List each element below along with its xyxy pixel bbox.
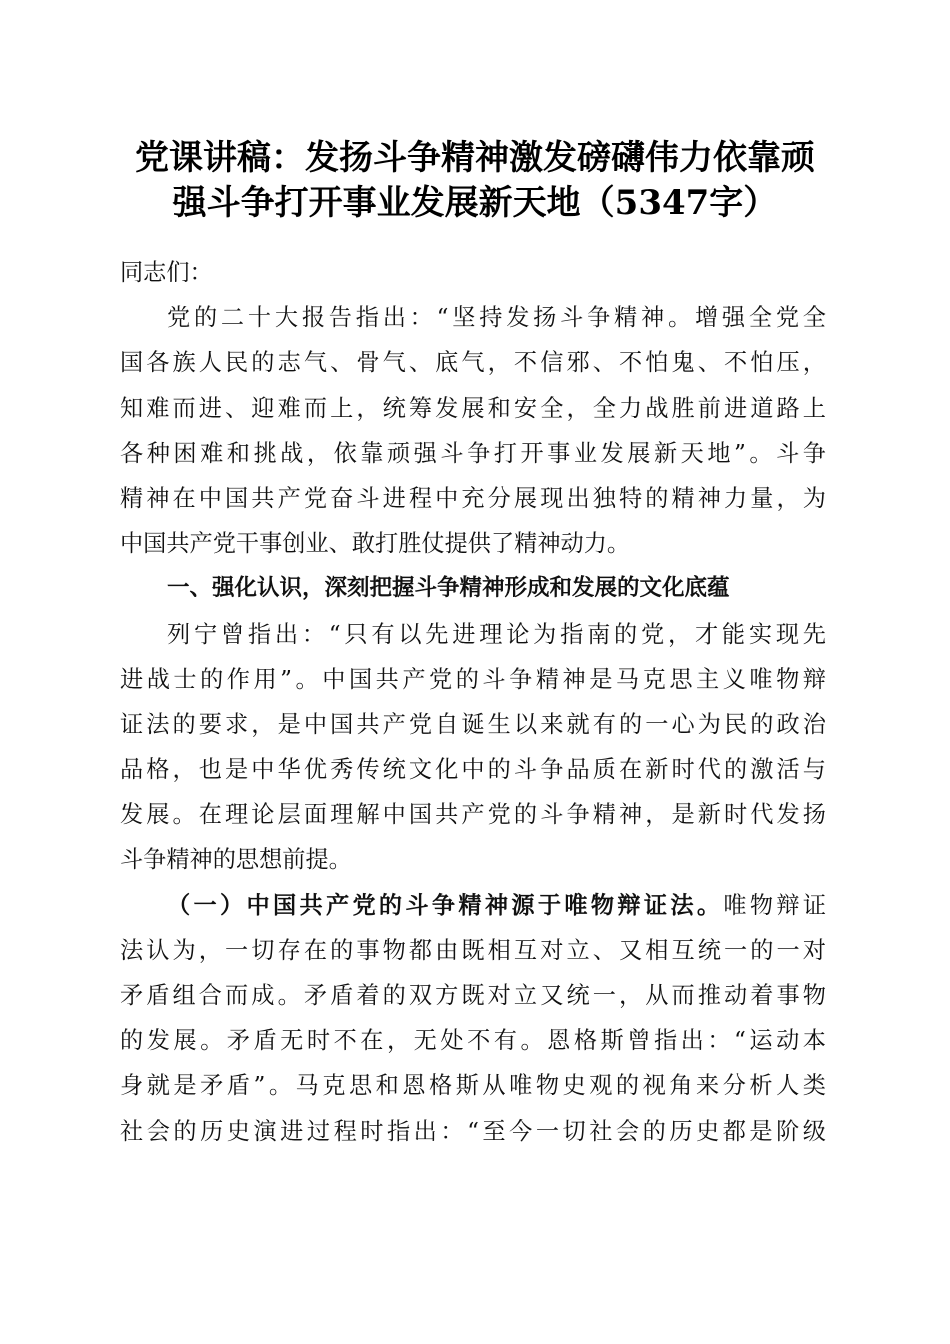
document-title <box>110 136 840 226</box>
paragraph-line: 证法的要求，是中国共产党自诞生以来就有的一心为民的政治 <box>120 710 826 738</box>
title-line-1: 党课讲稿：发扬斗争精神激发磅礴伟力依靠顽 <box>135 138 815 178</box>
title-line-2: 强斗争打开事业发展新天地（5347字） <box>172 183 778 224</box>
paragraph-line: 党的二十大报告指出：“坚持发扬斗争精神。增强全党全 <box>167 304 826 332</box>
paragraph-line: 列宁曾指出：“只有以先进理论为指南的党，才能实现先 <box>167 620 826 648</box>
paragraph-line: 品格，也是中华优秀传统文化中的斗争品质在新时代的激活与 <box>120 756 826 784</box>
paragraph-line: 知难而进、迎难而上，统筹发展和安全，全力战胜前进道路上 <box>120 394 826 422</box>
paragraph-line: 的发展。矛盾无时不在，无处不有。恩格斯曾指出：“运动本 <box>120 1027 826 1055</box>
paragraph-line: 精神在中国共产党奋斗进程中充分展现出独特的精神力量，为 <box>120 484 826 512</box>
paragraph-line: 法认为，一切存在的事物都由既相互对立、又相互统一的一对 <box>120 936 826 964</box>
paragraph-line: 中国共产党干事创业、敢打胜仗提供了精神动力。 <box>120 530 631 558</box>
paragraph-lenin <box>120 612 826 883</box>
paragraph-dialectics <box>120 883 826 1154</box>
paragraph-line-rest: 唯物辩证 <box>723 891 827 919</box>
document-body <box>120 250 826 1154</box>
paragraph-line: 矛盾组合而成。矛盾着的双方既对立又统一，从而推动着事物 <box>120 982 826 1009</box>
paragraph-line <box>120 883 826 928</box>
paragraph-line: 斗争精神的思想前提。 <box>120 846 352 874</box>
paragraph-line: 进战士的作用”。中国共产党的斗争精神是马克思主义唯物辩 <box>120 665 826 693</box>
paragraph-line: 国各族人民的志气、骨气、底气，不信邪、不怕鬼、不怕压， <box>120 349 826 377</box>
subheading-1: （一）中国共产党的斗争精神源于唯物辩证法。 <box>167 891 724 919</box>
paragraph-intro <box>120 295 826 566</box>
greeting: 同志们： <box>120 259 213 286</box>
section-heading-1: 一、强化认识，深刻把握斗争精神形成和发展的文化底蕴 <box>167 575 730 602</box>
paragraph-line: 发展。在理论层面理解中国共产党的斗争精神，是新时代发扬 <box>120 801 826 829</box>
paragraph-line: 各种困难和挑战，依靠顽强斗争打开事业发展新天地”。斗争 <box>120 439 826 467</box>
paragraph-line: 身就是矛盾”。马克思和恩格斯从唯物史观的视角来分析人类 <box>120 1072 826 1100</box>
paragraph-line: 社会的历史演进过程时指出：“至今一切社会的历史都是阶级 <box>120 1117 826 1145</box>
